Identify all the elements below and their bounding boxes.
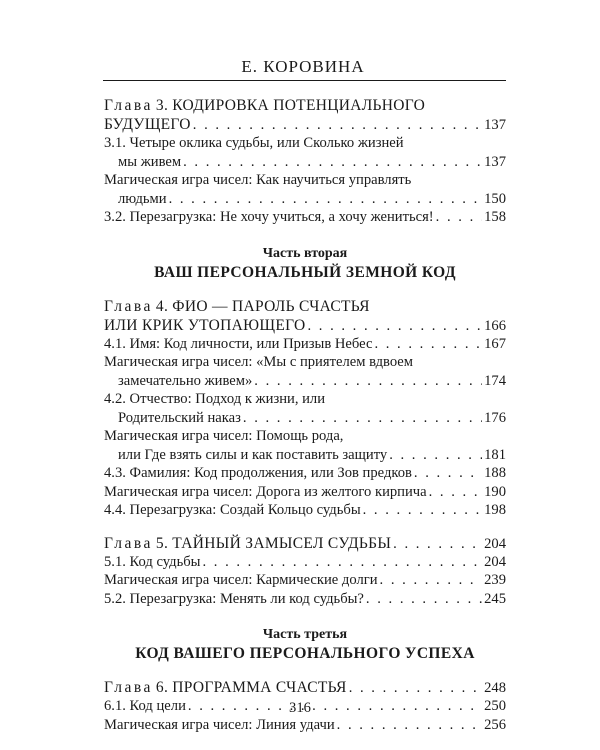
toc-entry: [104, 171, 506, 190]
toc-entry: [104, 390, 506, 409]
page-ref: 174: [484, 372, 506, 389]
leader-dots: [169, 190, 483, 209]
toc-entry: [104, 208, 506, 227]
entry-text: или Где взять силы и как поставить защиту: [118, 446, 388, 463]
chapter-3-title-line1: [104, 96, 506, 115]
part-3-label: Часть третья: [262, 627, 348, 642]
leader-dots: [366, 590, 482, 609]
chapter-prefix: Глава: [104, 534, 153, 552]
toc-entry: [104, 134, 506, 153]
toc-entry: [104, 427, 506, 446]
page-ref: 204: [484, 535, 506, 552]
entry-text: мы живем: [118, 153, 182, 170]
toc-entry: [104, 483, 506, 502]
toc-entry: [104, 590, 506, 609]
chapter-5-title: [104, 534, 506, 553]
page-ref: 167: [484, 335, 506, 352]
page-ref: 204: [484, 553, 506, 570]
page-number: 316: [289, 700, 311, 716]
leader-dots: [307, 317, 482, 336]
leader-dots: [254, 372, 482, 391]
toc-entry-cont: [104, 372, 506, 391]
chapter-4-title: 4. ФИО — ПАРОЛЬ СЧАСТЬЯ: [155, 297, 370, 315]
entry-text: 6.1. Код цели: [104, 698, 186, 714]
toc-entry-cont: [104, 409, 506, 428]
entry-text: 4.1. Имя: Код личности, или Призыв Небес: [104, 335, 373, 352]
page-ref: 137: [484, 117, 506, 133]
leader-dots: [243, 409, 482, 428]
chapter-prefix: Глава: [104, 97, 153, 114]
page-ref: 176: [484, 409, 506, 426]
entry-text: Магическая игра чисел: Кармические долги: [104, 572, 378, 588]
entry-text: Магическая игра чисел: Линия удачи: [104, 716, 335, 733]
chapter-4-title-line2: [104, 316, 506, 335]
leader-dots: [363, 501, 482, 520]
leader-dots: [374, 335, 482, 354]
chapter-4-title-line1: [104, 297, 506, 316]
page-ref: 150: [484, 190, 506, 207]
page-ref: 181: [484, 446, 506, 463]
page-ref: 250: [484, 698, 506, 714]
entry-text: Магическая игра чисел: Дорога из желтого кирпича: [104, 483, 427, 500]
page-ref: 245: [484, 590, 506, 607]
leader-dots: [202, 553, 482, 572]
entry-text: 5.1. Код судьбы: [104, 553, 201, 570]
toc-entry: [104, 716, 506, 735]
leader-dots: [389, 446, 482, 465]
chapter-6-title: [104, 678, 506, 697]
entry-text: Магическая игра чисел: Помощь рода,: [104, 428, 344, 444]
leader-dots: [349, 679, 482, 698]
toc-entry-cont: [104, 190, 506, 209]
leader-dots: [193, 116, 482, 135]
chapter-prefix: Глава: [104, 679, 153, 696]
toc-entry: [104, 553, 506, 572]
entry-text: 3.2. Перезагрузка: Не хочу учиться, а хочу жениться!: [104, 209, 434, 225]
toc-entry: [104, 501, 506, 520]
chapter-5-title-text: 5. ТАЙНЫЙ ЗАМЫСЕЛ СУДЬБЫ: [155, 534, 392, 552]
entry-text: 4.2. Отчество: Подход к жизни, или: [104, 391, 326, 407]
entry-text: 4.4. Перезагрузка: Создай Кольцо судьбы: [104, 502, 361, 518]
page-ref: 256: [484, 716, 506, 733]
leader-dots: [436, 208, 482, 227]
entry-text: замечательно живем»: [118, 372, 253, 389]
part-2-title: ВАШ ПЕРСОНАЛЬНЫЙ ЗЕМНОЙ КОД: [154, 263, 456, 281]
chapter-3-title-cont: БУДУЩЕГО: [104, 116, 191, 133]
entry-text: Магическая игра чисел: «Мы с приятелем вдвоем: [104, 354, 414, 370]
entry-text: Магическая игра чисел: Как научиться управлять: [104, 172, 412, 188]
leader-dots: [337, 716, 482, 735]
page-ref: 239: [484, 572, 506, 588]
toc-entry: [104, 464, 506, 483]
toc-entry: [104, 335, 506, 354]
page-ref: 248: [484, 680, 506, 696]
toc-entry-cont: [104, 446, 506, 465]
entry-text: людьми: [118, 190, 167, 207]
leader-dots: [414, 464, 482, 483]
entry-text: Родительский наказ: [118, 409, 241, 426]
leader-dots: [393, 535, 482, 554]
chapter-3-title: 3. КОДИРОВКА ПОТЕНЦИАЛЬНОГО: [155, 97, 426, 114]
part-2-label: Часть вторая: [262, 245, 348, 261]
chapter-4-title-cont: ИЛИ КРИК УТОПАЮЩЕГО: [104, 316, 306, 334]
part-3-title: КОД ВАШЕГО ПЕРСОНАЛЬНОГО УСПЕХА: [135, 645, 475, 662]
running-title: Е. КОРОВИНА: [241, 57, 365, 76]
page-ref: 158: [484, 209, 506, 225]
table-of-contents: [104, 96, 506, 734]
toc-entry: [104, 353, 506, 372]
entry-text: 3.1. Четыре оклика судьбы, или Сколько жизней: [104, 135, 404, 151]
toc-entry: [104, 571, 506, 590]
page-ref: 198: [484, 502, 506, 518]
leader-dots: [380, 571, 483, 590]
chapter-6-title-text: 6. ПРОГРАММА СЧАСТЬЯ: [155, 679, 347, 696]
page-ref: 190: [484, 483, 506, 500]
leader-dots: [429, 483, 482, 502]
page-ref: 137: [484, 153, 506, 170]
entry-text: 4.3. Фамилия: Код продолжения, или Зов предков: [104, 465, 412, 481]
header-rule: [103, 80, 506, 81]
chapter-prefix: Глава: [104, 297, 153, 315]
chapter-3-title-line2: [104, 115, 506, 134]
entry-text: 5.2. Перезагрузка: Менять ли код судьбы?: [104, 590, 364, 607]
leader-dots: [183, 153, 482, 172]
page-ref: 188: [484, 465, 506, 481]
page-ref: 166: [484, 317, 506, 334]
toc-entry-cont: [104, 153, 506, 172]
